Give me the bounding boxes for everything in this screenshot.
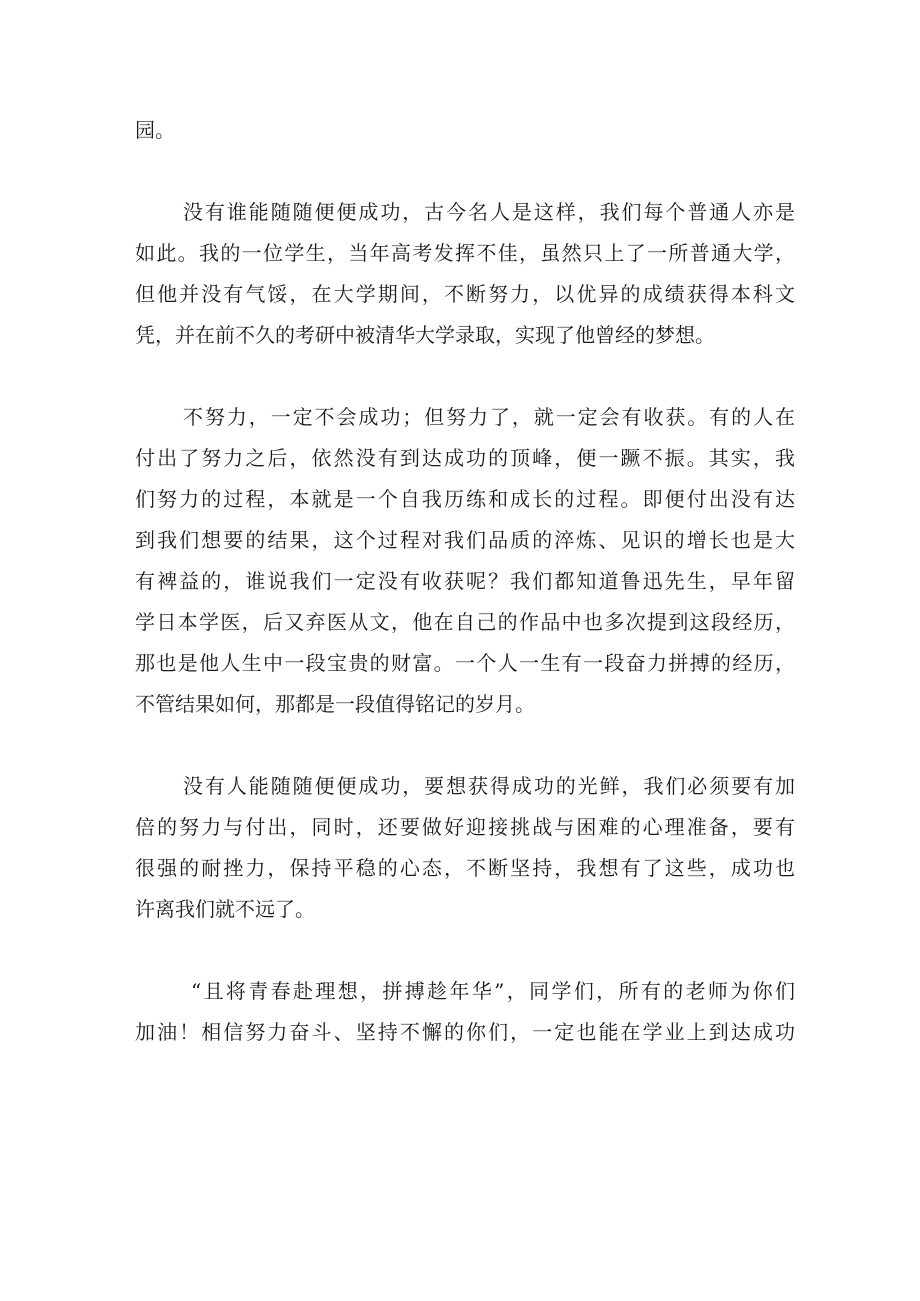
text-line: 园。 — [135, 118, 175, 142]
text-line: 到我们想要的结果，这个过程对我们品质的淬炼、见识的增长也是大 — [135, 528, 795, 552]
text-line: 没有谁能随随便便成功，古今名人是这样，我们每个普通人亦是 — [183, 200, 795, 224]
paragraph-5 — [135, 971, 795, 1053]
text-line: 倍的努力与付出，同时，还要做好迎接挑战与困难的心理准备，要有 — [135, 815, 795, 839]
text-line: 很强的耐挫力，保持平稳的心态，不断坚持，我想有了这些，成功也 — [135, 856, 795, 880]
text-line: 没有人能随随便便成功，要想获得成功的光鲜，我们必须要有加 — [183, 774, 795, 798]
document-body — [135, 110, 795, 1094]
paragraph-1 — [135, 110, 795, 151]
paragraph-2 — [135, 192, 795, 356]
text-line: 如此。我的一位学生，当年高考发挥不佳，虽然只上了一所普通大学， — [135, 241, 795, 265]
text-line: 不努力，一定不会成功；但努力了，就一定会有收获。有的人在 — [183, 405, 795, 429]
text-line: 凭，并在前不久的考研中被清华大学录取，实现了他曾经的梦想。 — [135, 323, 715, 347]
text-line: 不管结果如何，那都是一段值得铭记的岁月。 — [135, 692, 535, 716]
text-line: 那也是他人生中一段宝贵的财富。一个人一生有一段奋力拼搏的经历， — [135, 651, 795, 675]
text-line: 许离我们就不远了。 — [135, 897, 315, 921]
paragraph-4 — [135, 766, 795, 930]
text-line: 有裨益的，谁说我们一定没有收获呢？我们都知道鲁迅先生，早年留 — [135, 569, 795, 593]
text-line: “且将青春赴理想，拼搏趁年华”，同学们，所有的老师为你们 — [191, 979, 795, 1003]
paragraph-3 — [135, 397, 795, 725]
text-line: 加油！相信努力奋斗、坚持不懈的你们，一定也能在学业上到达成功 — [135, 1020, 795, 1044]
text-line: 们努力的过程，本就是一个自我历练和成长的过程。即便付出没有达 — [135, 487, 795, 511]
text-line: 付出了努力之后，依然没有到达成功的顶峰，便一蹶不振。其实，我 — [135, 446, 795, 470]
text-line: 但他并没有气馁，在大学期间，不断努力，以优异的成绩获得本科文 — [135, 282, 795, 306]
text-line: 学日本学医，后又弃医从文，他在自己的作品中也多次提到这段经历， — [135, 610, 795, 634]
